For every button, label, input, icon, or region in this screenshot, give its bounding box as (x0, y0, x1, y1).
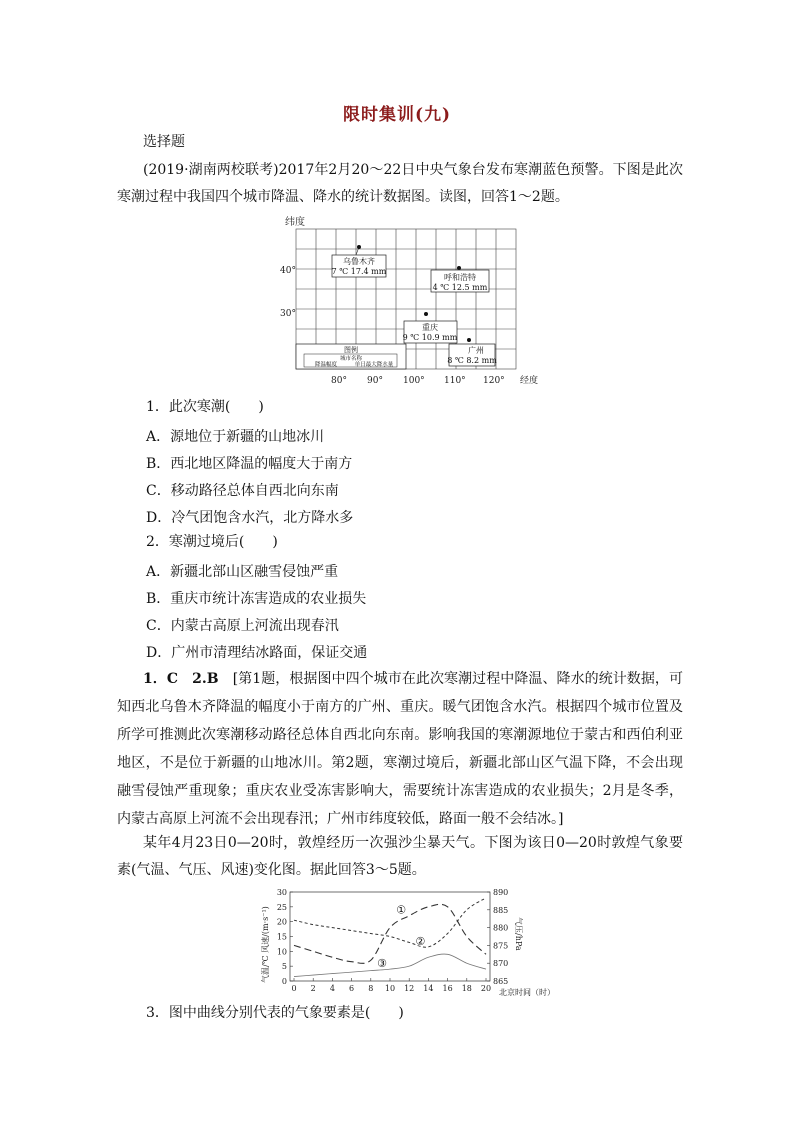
answer-key: 1．C 2.B (143, 671, 219, 687)
legend-title: 图例 (344, 346, 358, 354)
y-left-tick-label: 5 (281, 962, 287, 972)
question-1-option-d[interactable]: D．冷气团饱含水汽，北方降水多 (146, 510, 354, 526)
series-label-1: ① (396, 903, 407, 917)
map-x-tick-80: 80° (331, 376, 347, 386)
city-urumqi (332, 245, 387, 277)
chart-x-axis-label: 北京时间（时） (499, 988, 555, 997)
question-1-stem: 1．此次寒潮( ) (146, 399, 264, 415)
question-1-option-c[interactable]: C．移动路径总体自西北向东南 (146, 483, 339, 499)
series-line-3 (294, 954, 486, 977)
city-name: 重庆 (422, 323, 438, 332)
intro-paragraph-2: 某年4月23日0—20时，敦煌经历一次强沙尘暴天气。下图为该日0—20时敦煌气象要素(气温、气压、风速)变化图。据此回答3～5题。 (117, 835, 683, 878)
map-x-tick-90: 90° (367, 376, 383, 386)
question-3-stem: 3．图中曲线分别代表的气象要素是( ) (146, 1005, 404, 1021)
city-name: 广州 (468, 346, 484, 355)
y-left-tick-label: 30 (276, 888, 287, 897)
city-map-figure (276, 210, 546, 390)
chart-series (294, 898, 486, 977)
city-name: 乌鲁木齐 (343, 257, 375, 266)
chart-labels (277, 888, 508, 993)
plot-frame (290, 892, 490, 981)
map-legend (296, 344, 406, 369)
chart-axes (290, 892, 490, 981)
section-heading: 选择题 (143, 134, 185, 150)
question-2-stem: 2．寒潮过境后( ) (146, 534, 278, 550)
question-1-option-b[interactable]: B．西北地区降温的幅度大于南方 (146, 456, 353, 472)
map-y-tick-40: 40° (280, 266, 296, 276)
x-tick-label: 16 (442, 984, 453, 993)
answer-paragraph (117, 665, 683, 833)
chart-right-axis-label: 气压/hPa (514, 917, 523, 951)
y-left-tick-label: 10 (276, 947, 287, 957)
series-line-2 (294, 898, 486, 947)
question-2-option-b[interactable]: B．重庆市统计冻害造成的农业损失 (146, 591, 367, 607)
y-right-tick-label: 865 (493, 977, 509, 986)
city-data: 9 ℃ 10.9 mm (402, 333, 458, 342)
y-left-tick-label: 25 (276, 902, 287, 912)
x-tick-label: 4 (329, 984, 335, 993)
y-right-tick-label: 890 (493, 888, 509, 897)
question-2-option-c[interactable]: C．内蒙古高原上河流出现春汛 (146, 618, 339, 634)
question-2-option-a[interactable]: A．新疆北部山区融雪侵蚀严重 (146, 564, 339, 580)
question-1-option-a[interactable]: A．源地位于新疆的山地冰川 (146, 429, 325, 445)
y-right-tick-label: 875 (493, 941, 509, 951)
chart-left-axis-label: 气温/℃ 风速/(m·s⁻¹) (261, 906, 270, 983)
series-label-2: ② (415, 934, 426, 948)
page-title: 限时集训(九) (342, 105, 452, 125)
legend-temp-drop: 降温幅度 (314, 362, 338, 368)
question-2-option-d[interactable]: D．广州市清理结冰路面，保证交通 (146, 645, 368, 661)
series-line-1 (294, 904, 486, 963)
y-left-tick-label: 0 (281, 977, 287, 986)
x-tick-label: 20 (480, 984, 492, 993)
city-name: 呼和浩特 (444, 273, 476, 282)
map-y-axis-label: 纬度 (285, 217, 305, 228)
y-left-tick-label: 20 (276, 917, 287, 927)
city-data: 7 ℃ 17.4 mm (331, 267, 387, 276)
y-right-tick-label: 870 (493, 959, 509, 969)
y-right-tick-label: 880 (493, 923, 509, 933)
city-marker (357, 245, 361, 249)
x-tick-label: 0 (291, 984, 297, 993)
legend-max-precip: 单日最大降水量 (354, 362, 394, 368)
city-data: 4 ℃ 12.5 mm (432, 283, 488, 292)
legend-city-name: 城市名称 (339, 356, 363, 362)
x-tick-label: 14 (423, 984, 434, 993)
city-data: 8 ℃ 8.2 mm (447, 356, 497, 365)
city-marker (457, 266, 461, 270)
city-marker (467, 338, 471, 342)
meteorology-line-chart (255, 885, 555, 1000)
y-right-tick-label: 885 (493, 905, 509, 915)
intro-paragraph-1: (2019·湖南两校联考)2017年2月20～22日中央气象台发布寒潮蓝色预警。下图是此次寒潮过程中我国四个城市降温、降水的统计数据图。读图，回答1～2题。 (117, 162, 683, 205)
city-hohhot (431, 266, 489, 292)
map-x-axis-label: 经度 (520, 376, 539, 386)
series-label-3: ③ (377, 957, 387, 971)
answer-explanation: [第1题，根据图中四个城市在此次寒潮过程中降温、降水的统计数据，可知西北乌鲁木齐降温的幅度小于南方的广州、重庆。暖气团饱含水汽。根据四个城市位置及所学可推测此次寒潮移动路径总体自西北向东南。影响我国的寒潮源地位于蒙古和西伯利亚地区，不是位于新疆的山地冰川。第2题，寒潮过境后，新疆北部山区气温下降，不会出现融雪侵蚀严重现象；重庆农业受冻害影响大，需要统计冻害造成的农业损失；2月是冬季，内蒙古高原上河流不会出现春汛；广州市纬度较低，路面一般不会结冰。] (117, 671, 683, 827)
map-x-tick-120: 120° (483, 376, 505, 386)
city-marker (424, 312, 428, 316)
x-tick-label: 8 (368, 984, 374, 993)
x-tick-label: 12 (404, 984, 415, 993)
x-tick-label: 18 (461, 984, 472, 993)
x-tick-label: 10 (384, 984, 396, 993)
x-tick-label: 2 (310, 984, 316, 993)
map-x-tick-100: 100° (403, 376, 425, 386)
x-tick-label: 6 (349, 984, 355, 993)
y-left-tick-label: 15 (276, 932, 287, 942)
map-x-tick-110: 110° (444, 376, 466, 386)
city-chongqing (403, 312, 458, 343)
map-y-tick-30: 30° (280, 309, 296, 319)
